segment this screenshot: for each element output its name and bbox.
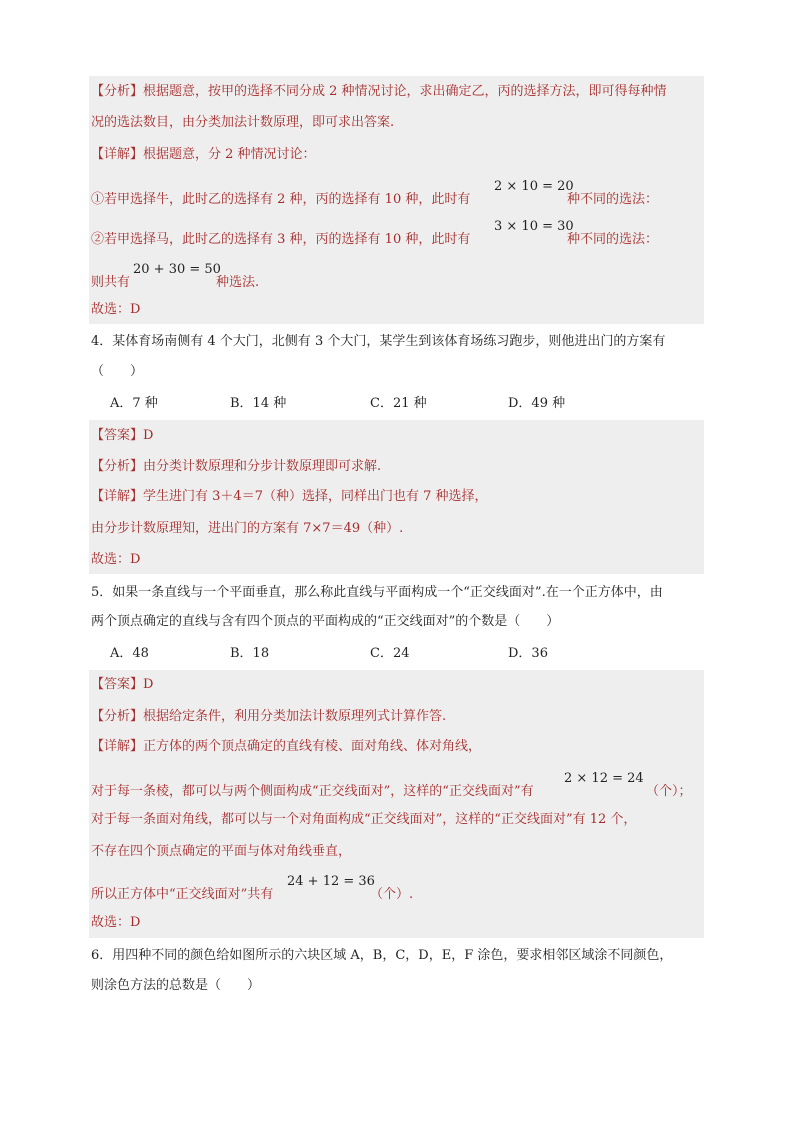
q5-option-d: D．36 — [508, 646, 548, 661]
total-math: 20 + 30 = 50 — [133, 262, 221, 277]
case2-tail: 种不同的选法： — [567, 232, 659, 247]
total-tail: 种选法. — [216, 275, 260, 290]
q5-detail-tail-5: （个）. — [370, 887, 414, 902]
q4-analysis-line — [91, 458, 381, 476]
q4-option-d: D．49 种 — [508, 396, 566, 411]
q5-detail-tag: 【详解】 — [91, 739, 144, 754]
q5-detail-line-1 — [91, 738, 481, 756]
q4-detail-text-1: 学生进门有 3＋4＝7（种）选择，同样出门也有 7 种选择， — [143, 489, 488, 504]
q5-detail-tail-2: （个）； — [646, 784, 692, 799]
q5-detail-line-2: 对于每一条棱，都可以与两个侧面构成“正交线面对”，这样的“正交线面对”有 — [91, 784, 534, 799]
q5-detail-text-1: 正方体的两个顶点确定的直线有棱、面对角线、体对角线， — [143, 739, 482, 754]
detail-line — [91, 146, 316, 164]
case1-math: 2 × 10 = 20 — [494, 179, 574, 194]
q5-analysis-text: 根据给定条件，利用分类加法计数原理列式计算作答. — [143, 709, 447, 724]
q4-stem-1: 4．某体育场南侧有 4 个大门，北侧有 3 个大门，某学生到该体育场练习跑步，则他进出门的方案有 — [91, 334, 666, 349]
q5-stem-1: 5．如果一条直线与一个平面垂直，那么称此直线与平面构成一个“正交线面对”.在一个正方体中，由 — [91, 585, 663, 600]
q5-answer-value: D — [143, 677, 154, 692]
case1-text: ①若甲选择牛，此时乙的选择有 2 种，丙的选择有 10 种，此时有 — [91, 192, 471, 207]
q5-analysis-tag: 【分析】 — [91, 709, 144, 724]
detail-tag: 【详解】 — [91, 147, 144, 162]
q4-analysis-tag: 【分析】 — [91, 459, 144, 474]
q4-detail-line-2: 由分步计数原理知，进出门的方案有 7×7＝49（种）. — [91, 521, 404, 536]
q4-final: 故选：D — [91, 552, 141, 567]
q4-answer-value: D — [143, 428, 154, 443]
q5-option-b: B．18 — [230, 646, 270, 661]
q5-answer-tag: 【答案】 — [91, 677, 144, 692]
case2-text: ②若甲选择马，此时乙的选择有 3 种，丙的选择有 10 种，此时有 — [91, 232, 471, 247]
q5-detail-line-4: 不存在四个顶点确定的平面与体对角线垂直， — [91, 844, 352, 859]
q4-option-a: A．7 种 — [110, 396, 158, 411]
detail-text: 根据题意，分 2 种情况讨论： — [143, 147, 316, 162]
analysis-text: 根据题意，按甲的选择不同分成 2 种情况讨论，求出确定乙，丙的选择方法，即可得每种情 — [143, 84, 667, 99]
analysis-tag: 【分析】 — [91, 84, 144, 99]
q5-option-c: C．24 — [370, 646, 410, 661]
analysis-line-1 — [91, 83, 667, 101]
q5-detail-math-2: 2 × 12 = 24 — [564, 771, 644, 786]
q5-stem-2: 两个顶点确定的直线与含有四个顶点的平面构成的“正交线面对”的个数是（ ） — [91, 614, 560, 629]
q5-final: 故选：D — [91, 915, 141, 930]
q4-answer-tag: 【答案】 — [91, 428, 144, 443]
q5-detail-line-5: 所以正方体中“正交线面对”共有 — [91, 887, 274, 902]
q5-analysis-line — [91, 708, 446, 726]
q5-answer-line — [91, 676, 153, 694]
q4-option-c: C．21 种 — [370, 396, 427, 411]
q4-detail-line-1 — [91, 488, 488, 506]
analysis-line-2: 况的选法数目，由分类加法计数原理，即可求出答案. — [91, 115, 395, 130]
q5-option-a: A．48 — [110, 646, 149, 661]
case2-math: 3 × 10 = 30 — [494, 219, 574, 234]
case1-tail: 种不同的选法： — [567, 192, 659, 207]
q6-stem-2: 则涂色方法的总数是（ ） — [91, 978, 261, 993]
answer-line: 故选：D — [91, 302, 141, 317]
q4-stem-2: （ ） — [91, 364, 144, 379]
q4-answer-line — [91, 427, 153, 445]
q5-detail-line-3: 对于每一条面对角线，都可以与一个对角面构成“正交线面对”，这样的“正交线面对”有 12 个， — [91, 812, 637, 827]
q5-detail-math-5: 24 + 12 = 36 — [287, 874, 375, 889]
q4-detail-tag: 【详解】 — [91, 489, 144, 504]
q4-option-b: B．14 种 — [230, 396, 287, 411]
q6-stem-1: 6．用四种不同的颜色给如图所示的六块区域 A，B，C，D，E，F 涂色，要求相邻区域涂不同颜色， — [91, 948, 673, 963]
total-text: 则共有 — [91, 275, 131, 290]
q4-analysis-text: 由分类计数原理和分步计数原理即可求解. — [143, 459, 382, 474]
